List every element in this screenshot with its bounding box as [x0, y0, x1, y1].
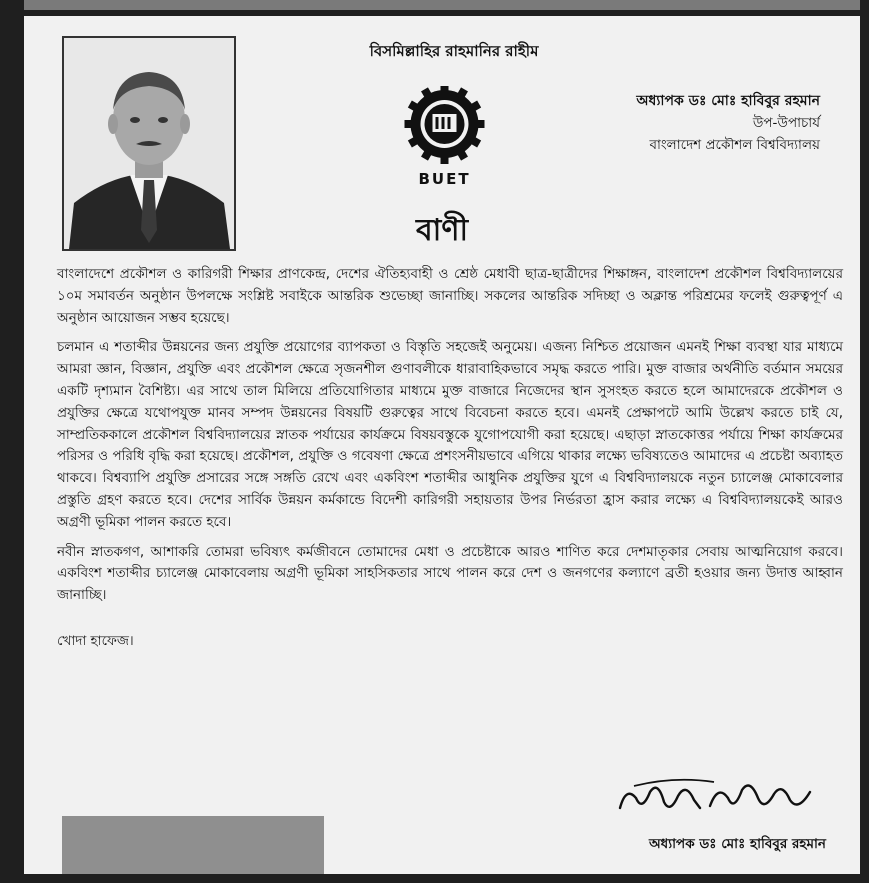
- bismillah-text: বিসমিল্লাহির রাহমানির রাহীম: [369, 42, 539, 60]
- author-name: অধ্যাপক ডঃ মোঃ হাবিবুর রহমান: [636, 93, 820, 109]
- buet-logo: [402, 86, 487, 191]
- author-designation: উপ-উপাচার্য: [752, 115, 820, 131]
- logo-label: BUET: [418, 170, 471, 188]
- message-document: [24, 16, 860, 874]
- handwritten-signature: [614, 768, 824, 828]
- signatory-name: অধ্যাপক ডঃ মোঃ হাবিবুর রহমান: [648, 836, 826, 852]
- message-body: [57, 264, 843, 661]
- paragraph: চলমান এ শতাব্দীর উন্নয়নের জন্য প্রযুক্তি প্রয়োগের ব্যাপকতা ও বিস্তৃতি সহজেই অনুমেয়। এজন্য নিশ্চিত প্রয়োজন এমনই শিক্ষা ব্যবস্থা যার মাধ্যমে আমরা জ্ঞান, বিজ্ঞান, প্রযুক্তি এবং প্রকৌশল ক্ষেত্রে সৃজনশীল গুণাবলীকে ধারাবাহিকভাবে সমৃদ্ধ করতে পারি। মুক্ত বাজার অর্থনীতি বর্তমান সময়ের একটি দৃশ্যমান বৈশিষ্ট্য। এর সাথে তাল মিলিয়ে প্রতিযোগিতার মাধ্যমে মুক্ত বাজারে নিজেদের স্থান সুসংহত করতে হলে আমাদেরকে প্রকৌশল ও প্রযুক্তির ক্ষেত্রে যথোপযুক্ত মানব সম্পদ উন্নয়নের বিষয়টি গুরুত্বের সাথে বিবেচনা করতে হবে। এমনই প্রেক্ষাপটে আমি উল্লেখ করতে চাই যে, সাম্প্রতিককালে প্রকৌশল বিশ্ববিদ্যালয়ের স্নাতক পর্যায়ের কার্যক্রমে বিষয়বস্তুকে যুগোপযোগী করা হয়েছে। এছাড়া স্নাতকোত্তর পর্যায়ে শিক্ষা কার্যক্রমের পরিসর ও পরিধি বৃদ্ধি করা হয়েছে। প্রকৌশল, প্রযুক্তি ও গবেষণা ক্ষেত্রে প্রশংসনীয়ভাবে এগিয়ে থাকার লক্ষ্যে ভবিষ্যতেও আমাদের এ প্রচেষ্টা অব্যাহত থাকবে। বিশ্বব্যাপি প্রযুক্তি প্রসারের সঙ্গে সঙ্গতি রেখে এবং একবিংশ শতাব্দীর আধুনিক প্রযুক্তির যুগে এ বিশ্ববিদ্যালয়কে নতুন চ্যালেঞ্জ মোকাবেলার প্রস্তুতি গ্রহণ করতে হবে। দেশের সার্বিক উন্নয়ন কর্মকান্ডে বিদেশী কারিগরী সহায়তার উপর নির্ভরতা হ্রাস করার লক্ষ্যে এ বিশ্ববিদ্যালয়কেই আরও অগ্রণী ভূমিকা পালন করতে হবে।: [57, 339, 843, 530]
- top-border-bar: [24, 0, 860, 10]
- paragraph: বাংলাদেশে প্রকৌশল ও কারিগরী শিক্ষার প্রাণকেন্দ্র, দেশের ঐতিহ্যবাহী ও শ্রেষ্ঠ মেধাবী ছাত্র-ছাত্রীদের শিক্ষাঙ্গন, বাংলাদেশ প্রকৌশল বিশ্ববিদ্যালয়ের ১০ম সমাবর্তন অনুষ্ঠান উপলক্ষে সংশ্লিষ্ট সবাইকে আন্তরিক শুভেচ্ছা জানাচ্ছি। সকলের আন্তরিক সদিচ্ছা ও অক্লান্ত পরিশ্রমের ফলেই গুরুত্বপূর্ণ এ অনুষ্ঠান আয়োজন সম্ভব হয়েছে।: [57, 266, 843, 326]
- author-info: [560, 90, 820, 156]
- closing-text: খোদা হাফেজ।: [57, 632, 134, 649]
- paragraph: নবীন স্নাতকগণ, আশাকরি তোমরা ভবিষ্যৎ কর্মজীবনে তোমাদের মেধা ও প্রচেষ্টাকে আরও শাণিত করে দেশমাতৃকার সেবায় আত্মনিয়োগ করবে। একবিংশ শতাব্দীর চ্যালেঞ্জ মোকাবেলায় অগ্রণী ভূমিকা সাহসিকতার সাথে পালন করে দেশ ও জনগণের কল্যাণে ব্রতী হওয়ার জন্য উদাত্ত আহ্বান জানাচ্ছি।: [57, 543, 843, 604]
- signature-scribble: [614, 768, 824, 828]
- author-institution: বাংলাদেশ প্রকৌশল বিশ্ববিদ্যালয়: [649, 137, 820, 153]
- gray-footer-block: [62, 816, 324, 874]
- message-heading: বাণী: [415, 213, 469, 248]
